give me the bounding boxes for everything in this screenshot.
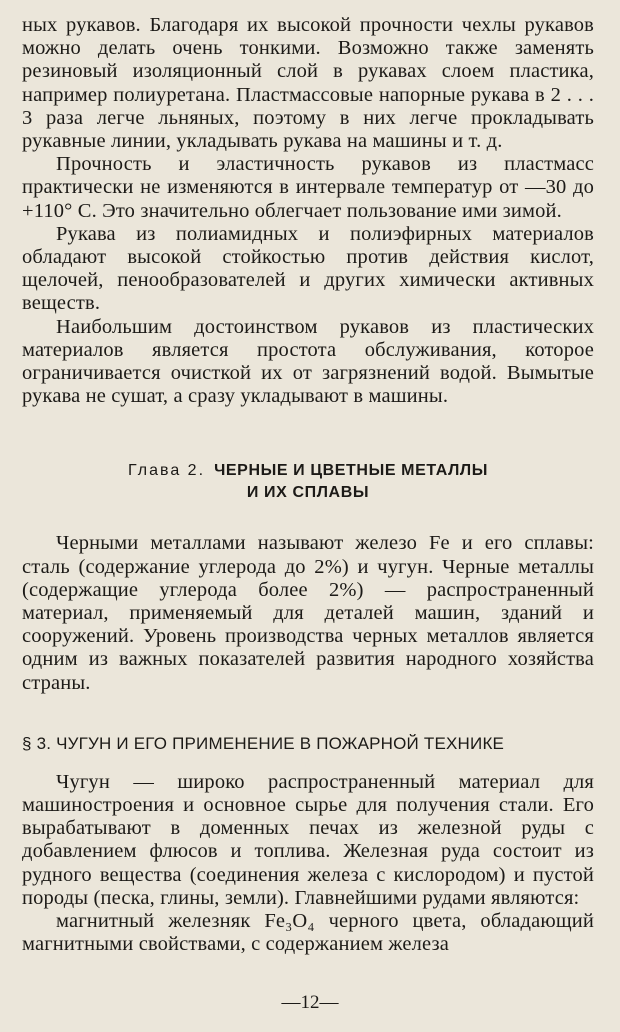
paragraph-ferrous-metals: Черными металлами называют железо Fe и его сплавы: сталь (содержание углерода до 2%) и чугун. Черные металлы (содержащие углерода более 2%) — распространенный материал, применяемый для деталей машин, зданий и сооружений. Уровень производства черных металлов является одним из важных показателей развития народного хозяйства страны. bbox=[22, 532, 594, 694]
chapter-label: Глава 2. bbox=[128, 462, 206, 480]
page-number: —12— bbox=[281, 992, 339, 1013]
paragraph-magnetite: магнитный железняк Fe₃O₄ черного цвета, обладающий магнитными свойствами, с содержанием железа bbox=[22, 910, 594, 956]
chapter-title-line2: И ИХ СПЛАВЫ bbox=[246, 484, 370, 502]
paragraph-continuation: ных рукавов. Благодаря их высокой прочности чехлы рукавов можно делать очень тонкими. Возможно также заменять резиновый изоляционный слой в рукавах слоем пластика, например полиуретана. Пластмассовые напорные рукава в 2 . . . 3 раза легче льняных, поэтому в них легче прокладывать рукавные линии, укладывать рукава на машины и т. д. bbox=[22, 14, 594, 153]
section-heading: § 3. ЧУГУН И ЕГО ПРИМЕНЕНИЕ В ПОЖАРНОЙ ТЕХНИКЕ bbox=[22, 733, 505, 753]
paragraph-strength: Прочность и эластичность рукавов из пластмасс практически не изменяются в интервале температур от —30 до +110° С. Это значительно облегчает пользование ими зимой. bbox=[22, 153, 594, 222]
chapter-heading bbox=[22, 460, 594, 504]
paragraph-polyamide: Рукава из полиамидных и полиэфирных материалов обладают высокой стойкостью против действия кислот, щелочей, пенообразователей и других химически активных веществ. bbox=[22, 222, 594, 315]
chapter-title-line1: ЧЕРНЫЕ И ЦВЕТНЫЕ МЕТАЛЛЫ bbox=[214, 462, 488, 480]
paragraph-maintenance: Наибольшим достоинством рукавов из пластических материалов является простота обслуживания, которое ограничивается очисткой их от загрязнений водой. Вымытые рукава не сушат, а сразу укладывают в машины. bbox=[22, 315, 594, 408]
paragraph-cast-iron: Чугун — широко распространенный материал для машиностроения и основное сырье для получения стали. Его вырабатывают в доменных печах из железной руды с добавлением флюсов и топлива. Железная руда состоит из рудного вещества (соединения железа с кислородом) и пустой породы (песка, глины, земли). Главнейшими рудами являются: bbox=[22, 770, 594, 909]
